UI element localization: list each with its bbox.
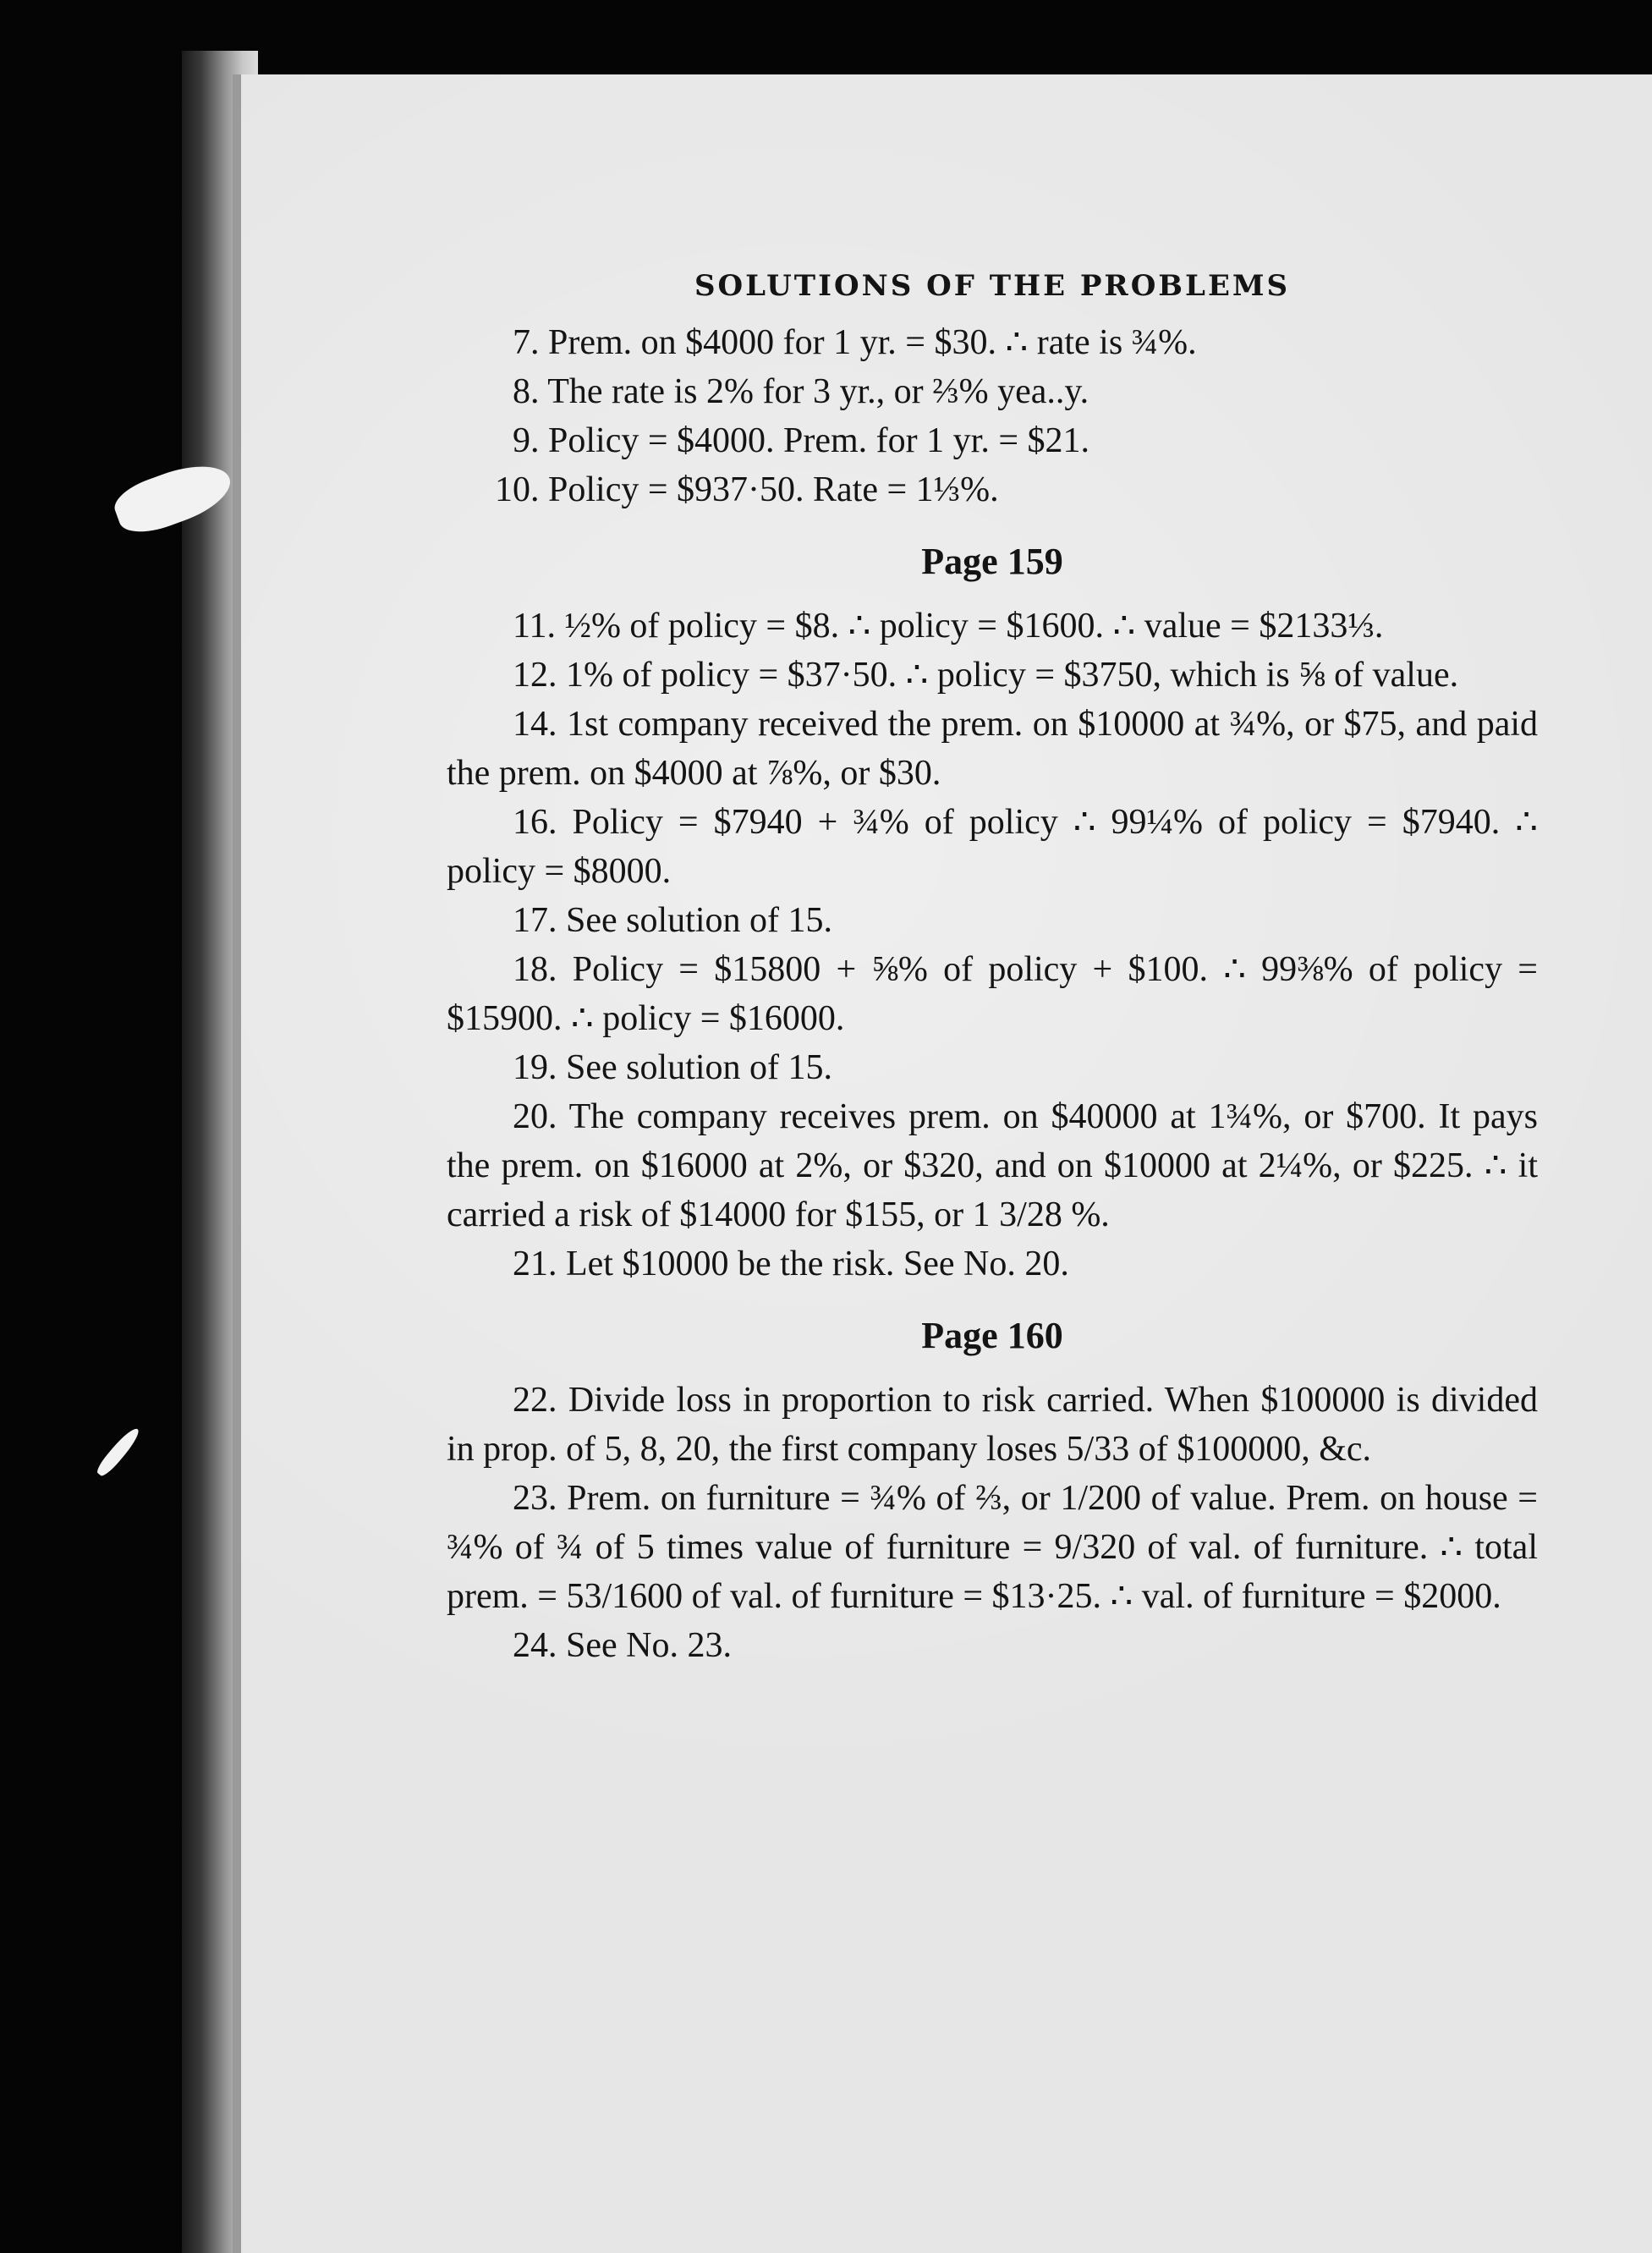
solution-item: 23. Prem. on furniture = ¾% of ⅔, or 1/200 of value. Prem. on house = ¾% of ¾ of 5 times value of furniture = 9/320 of val. of furniture. ∴ total prem. = 53/1600 of val. of furniture = $13·25. ∴ val. of furniture = $2000.: [447, 1479, 1538, 1616]
solution-item: 21. Let $10000 be the risk. See No. 20.: [513, 1245, 1069, 1283]
solution-item: 22. Divide loss in proportion to risk carried. When $100000 is divided in prop. of 5, 8, 20, the first company loses 5/33 of $100000, &c.: [447, 1381, 1538, 1469]
solution-item: 12. 1% of policy = $37·50. ∴ policy = $3750, which is ⅝ of value.: [513, 656, 1459, 695]
intro-lines: [447, 318, 1538, 514]
solution-item: 16. Policy = $7940 + ¾% of policy ∴ 99¼% of policy = $7940. ∴ policy = $8000.: [447, 803, 1538, 891]
solution-item: 20. The company receives prem. on $40000 at 1¾%, or $700. It pays the prem. on $16000 at 2%, or $320, and on $10000 at 2¼%, or $225. ∴ it carried a risk of $14000 for $155, or 1 3/28 %.: [447, 1097, 1538, 1234]
page-160-section: [447, 1376, 1538, 1670]
solution-item: 17. See solution of 15.: [513, 901, 832, 940]
solution-line: 9. Policy = $4000. Prem. for 1 yr. = $21.: [513, 421, 1090, 460]
page-160-heading: Page 160: [921, 1315, 1063, 1356]
page-159-heading: Page 159: [921, 541, 1063, 582]
solution-item: 11. ½% of policy = $8. ∴ policy = $1600. ∴ value = $2133⅓.: [513, 607, 1384, 646]
solution-item: 14. 1st company received the prem. on $10000 at ¾%, or $75, and paid the prem. on $4000 at ⅞%, or $30.: [447, 705, 1538, 793]
page-content: [447, 254, 1538, 1670]
solution-line: 8. The rate is 2% for 3 yr., or ⅔% yea..y.: [513, 372, 1089, 411]
solution-line: 7. Prem. on $4000 for 1 yr. = $30. ∴ rate is ¾%.: [513, 323, 1197, 362]
page-159-section: [447, 602, 1538, 1289]
solution-line: 10. Policy = $937·50. Rate = 1⅓%.: [495, 470, 999, 509]
solution-item: 18. Policy = $15800 + ⅝% of policy + $100. ∴ 99⅜% of policy = $15900. ∴ policy = $16000.: [447, 950, 1538, 1038]
running-head: SOLUTIONS OF THE PROBLEMS: [694, 269, 1291, 303]
solution-item: 19. See solution of 15.: [513, 1048, 832, 1087]
solution-item: 24. See No. 23.: [513, 1626, 732, 1665]
